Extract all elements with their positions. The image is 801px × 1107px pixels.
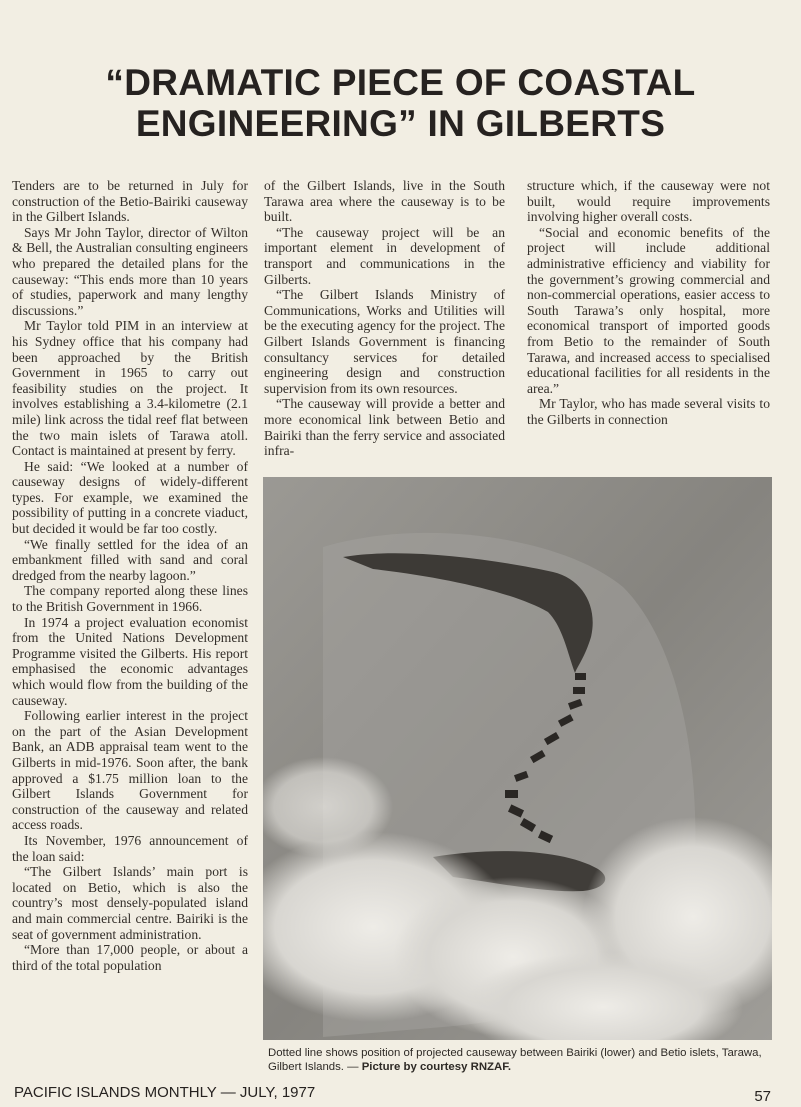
page-number: 57 [754,1088,771,1105]
paragraph: Says Mr John Taylor, director of Wilton & Bell, the Australian consulting engineers who prepared the detailed plans for the causeway: “This ends more than 10 years of studies, paperwork and many lengthy discussions.” [12,224,248,318]
page-footer [0,1084,801,1106]
paragraph: of the Gilbert Islands, live in the South Tarawa area where the causeway is to be built. [264,178,505,225]
article-column-3 [527,178,770,470]
magazine-issue: PACIFIC ISLANDS MONTHLY — JULY, 1977 [14,1084,316,1101]
caption-credit: Picture by courtesy RNZAF. [361,1061,512,1073]
paragraph: “We finally settled for the idea of an embankment filled with sand and coral dredged from the nearby lagoon.” [12,536,248,583]
article-column-1 [12,178,248,1080]
paragraph: The company reported along these lines to the British Government in 1966. [12,583,248,615]
headline-line-2: ENGINEERING” IN GILBERTS [135,103,666,144]
paragraph: “The causeway will provide a better and more economical link between Betio and Bairiki than the ferry service and associated infra- [264,396,505,459]
paragraph: “Social and economic benefits of the project will include additional administrative efficiency and viability for the government’s growing commercial and non-commercial operations, easier access to South Tarawa’s only hospital, more economical transport of imported goods from Betio to the remainder of South Tarawa, and increased access to specialised educational facilities for all residents in the area.” [527,224,770,396]
paragraph: “The Gilbert Islands’ main port is located on Betio, which is also the country’s most densely-populated island and main commercial centre. Bairiki is the seat of government administration. [12,864,248,942]
paragraph: Tenders are to be returned in July for construction of the Betio-Bairiki causeway in the Gilbert Islands. [12,178,248,225]
paragraph: He said: “We looked at a number of causeway designs of widely-different types. For example, we examined the possibility of putting in a concrete viaduct, but decided it would be far too costly. [12,458,248,537]
photo-caption [268,1046,773,1074]
paragraph: “The causeway project will be an important element in development of transport and communications in the Gilberts. [264,224,505,287]
paragraph: Its November, 1976 announcement of the loan said: [12,832,248,864]
paragraph: structure which, if the causeway were not built, would require improvements involving higher overall costs. [527,178,770,225]
paragraph: Following earlier interest in the project on the part of the Asian Development Bank, an ADB appraisal team went to the Gilberts in mid-1976. Soon after, the bank approved a $1.75 million loan to the Gilbert Islands Government for construction of the causeway and related access roads. [12,708,248,833]
headline-line-1: “DRAMATIC PIECE OF COASTAL [105,62,696,103]
aerial-photo [263,477,772,1040]
paragraph: “More than 17,000 people, or about a third of the total population [12,942,248,973]
article-headline [0,62,801,144]
paragraph: Mr Taylor told PIM in an interview at his Sydney office that his company had been approached by the British Government in 1965 to carry out feasibility studies on the project. It involves establishing a 3.4-kilometre (2.1 mile) link across the tidal reef flat between the two main islets of Tarawa atoll. Contact is maintained at present by ferry. [12,318,248,459]
caption-text: Dotted line shows position of projected causeway between Bairiki (lower) and Betio islets, Tarawa, Gilbert Islands. — [268,1047,762,1073]
paragraph: In 1974 a project evaluation economist from the United Nations Development Programme visited the Gilberts. His report emphasised the economic advantages which would flow from the building of the causeway. [12,614,248,708]
paragraph: Mr Taylor, who has made several visits to the Gilberts in connection [527,396,770,427]
paragraph: “The Gilbert Islands Ministry of Communications, Works and Utilities will be the executing agency for the project. The Gilbert Islands Government is financing consultancy services for detailed engineering design and construction supervision from its own resources. [264,287,505,396]
article-column-2 [264,178,505,470]
